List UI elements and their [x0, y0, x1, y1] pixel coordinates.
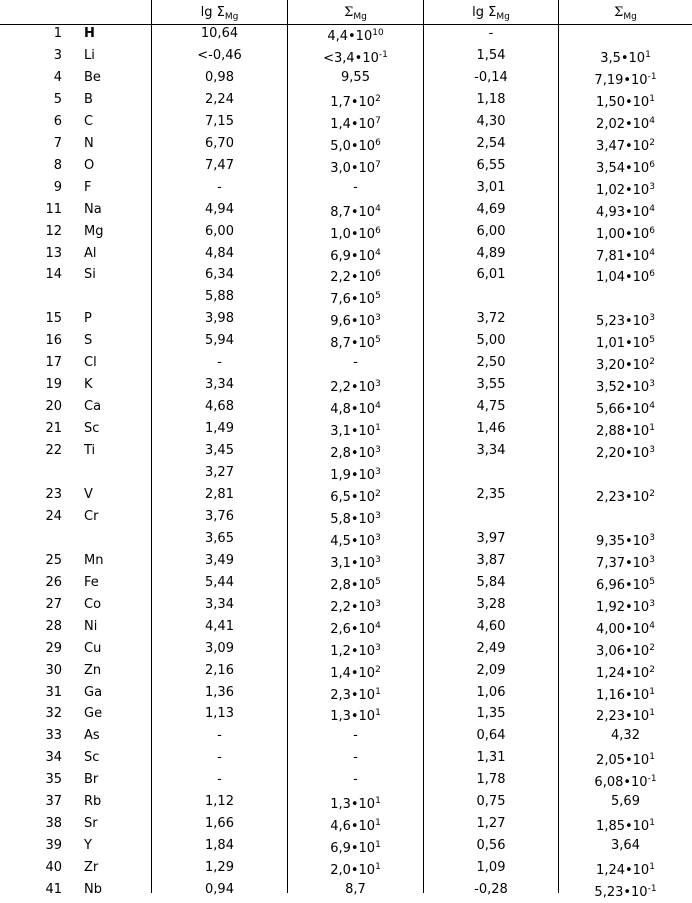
lg-sigma-value-2: 1,31 [476, 750, 506, 766]
lg-sigma-value-2: 5,00 [476, 333, 506, 349]
table-row [0, 486, 692, 508]
sigma-value-2: $1,02•10^3$ [596, 181, 655, 198]
lg-sigma-value-1: 5,88 [205, 289, 234, 305]
sigma-value-2: 3,64 [611, 838, 640, 854]
lg-sigma-value-2: 3,55 [476, 377, 506, 393]
sigma-value-1: 8,7 [345, 882, 366, 898]
sigma-value-1: $9,6•10^3$ [330, 313, 381, 330]
sigma-value-2: $7,81•10^4$ [596, 247, 655, 264]
sigma-value-2: $6,08•10^{-1}$ [594, 774, 657, 791]
sigma-value-1: $1,9•10^3$ [330, 467, 381, 483]
element-symbol: Nb [84, 882, 102, 898]
sigma-value-1: $6,5•10^2$ [330, 488, 381, 505]
sigma-value-1: $2,3•10^1$ [330, 686, 381, 703]
lg-sigma-value-1: 4,84 [205, 245, 234, 261]
element-symbol: Ni [84, 618, 98, 634]
element-symbol: Sc [84, 421, 100, 437]
table-row [0, 354, 692, 376]
element-symbol: Co [84, 596, 102, 612]
element-number: 12 [45, 223, 62, 239]
sigma-value-1: $1,4•10^7$ [330, 115, 381, 132]
lg-sigma-value-2: 0,64 [476, 728, 506, 744]
lg-sigma-value-1: 3,09 [205, 640, 234, 656]
sigma-value-2: $3,20•10^2$ [596, 357, 655, 374]
table-row [0, 135, 692, 157]
sigma-value-1: $1,7•10^2$ [330, 93, 381, 110]
element-symbol: Na [84, 201, 102, 217]
lg-sigma-value-2: 1,09 [476, 860, 506, 876]
lg-sigma-value-1: 7,15 [205, 113, 234, 129]
lg-sigma-value-2: 4,75 [476, 399, 506, 415]
element-number: 30 [45, 662, 62, 678]
element-number: 27 [45, 596, 62, 612]
sigma-value-2: 5,69 [611, 794, 640, 810]
table-row [0, 464, 692, 486]
sigma-value-2: $1,92•10^3$ [596, 598, 655, 615]
element-symbol: N [84, 135, 94, 151]
lg-sigma-value-2: 3,97 [476, 530, 506, 546]
lg-sigma-value-1: - [217, 179, 222, 195]
element-number: 6 [53, 113, 62, 129]
element-number: 39 [45, 838, 62, 854]
sigma-value-1: 9,55 [341, 69, 370, 85]
sigma-value-2: $5,66•10^4$ [596, 401, 655, 418]
table-row [0, 530, 692, 552]
lg-sigma-value-1: - [217, 772, 222, 788]
sigma-value-1: $4,8•10^4$ [330, 401, 381, 418]
lg-sigma-value-2: 6,00 [476, 223, 506, 239]
sigma-value-1: - [353, 355, 358, 371]
table-row [0, 288, 692, 310]
table-row [0, 508, 692, 530]
element-symbol: Sr [84, 816, 98, 832]
element-symbol: Al [84, 245, 97, 261]
sigma-value-1: $6,9•10^1$ [330, 840, 381, 857]
table-row [0, 47, 692, 69]
sigma-value-1: $5,0•10^6$ [330, 137, 381, 154]
lg-sigma-value-2: 1,27 [476, 816, 506, 832]
element-number: 33 [45, 728, 62, 744]
table-row [0, 749, 692, 771]
element-number: 32 [45, 706, 62, 722]
sigma-value-2: $2,02•10^4$ [596, 115, 655, 132]
lg-sigma-value-2: 2,54 [476, 135, 506, 151]
table-row [0, 223, 692, 245]
lg-sigma-value-1: 10,64 [200, 26, 239, 41]
element-number: 7 [53, 135, 62, 151]
table-row [0, 113, 692, 135]
element-number: 14 [45, 267, 62, 283]
sigma-value-2: $5,23•10^{-1}$ [594, 884, 657, 901]
element-symbol: C [84, 113, 94, 129]
table-row [0, 91, 692, 113]
header-col4: $\Sigma_{Mg}$ [614, 5, 637, 22]
sigma-value-2: $3,5•10^1$ [600, 49, 651, 66]
lg-sigma-value-2: 3,72 [476, 311, 506, 327]
element-number: 8 [53, 157, 62, 173]
lg-sigma-value-1: 6,70 [205, 135, 234, 151]
element-symbol: Zr [84, 860, 99, 876]
sigma-value-1: $3,1•10^1$ [330, 423, 381, 440]
element-symbol: Mn [84, 552, 104, 568]
element-number: 21 [45, 421, 62, 437]
sigma-value-1: $3,0•10^7$ [330, 159, 381, 176]
lg-sigma-value-1: 4,94 [205, 201, 234, 217]
element-symbol: B [84, 91, 93, 107]
element-number: 38 [45, 816, 62, 832]
lg-sigma-value-2: 1,06 [476, 684, 506, 700]
lg-sigma-value-1: 3,49 [205, 552, 234, 568]
element-number: 25 [45, 552, 62, 568]
lg-sigma-value-1: 1,66 [205, 816, 234, 832]
sigma-value-2: 4,32 [611, 728, 640, 744]
element-number: 31 [45, 684, 62, 700]
lg-sigma-value-2: -0,14 [474, 69, 508, 85]
element-number: 11 [45, 201, 62, 217]
sigma-value-2: $7,37•10^3$ [596, 554, 655, 571]
lg-sigma-value-1: 3,45 [205, 443, 234, 459]
sigma-value-2: $4,00•10^4$ [596, 620, 655, 637]
table-row [0, 705, 692, 727]
lg-sigma-value-2: 1,35 [476, 706, 506, 722]
element-symbol: Zn [84, 662, 102, 678]
element-number: 3 [53, 47, 62, 63]
sigma-value-1: $1,2•10^3$ [330, 642, 381, 659]
sigma-value-2: $1,16•10^1$ [596, 686, 655, 703]
lg-sigma-value-1: 4,41 [205, 618, 234, 634]
sigma-value-1: $2,2•10^3$ [330, 379, 381, 396]
lg-sigma-value-2: 3,01 [476, 179, 506, 195]
sigma-value-2: $1,24•10^2$ [596, 664, 655, 681]
sigma-value-2: $2,20•10^3$ [596, 445, 655, 462]
element-number: 20 [45, 399, 62, 415]
table-row [0, 332, 692, 354]
element-symbol: Ca [84, 399, 102, 415]
sigma-value-1: $2,8•10^3$ [330, 445, 381, 462]
element-number: 17 [45, 355, 62, 371]
element-symbol: H [84, 26, 95, 41]
element-number: 35 [45, 772, 62, 788]
element-symbol: Ti [84, 443, 96, 459]
lg-sigma-value-2: 2,50 [476, 355, 506, 371]
table-row [0, 771, 692, 793]
sigma-value-1: $6,9•10^4$ [330, 247, 381, 264]
lg-sigma-value-2: 3,87 [476, 552, 506, 568]
element-number: 40 [45, 860, 62, 876]
element-symbol: K [84, 377, 93, 393]
lg-sigma-value-1: 3,34 [205, 377, 234, 393]
sigma-value-1: $5,8•10^3$ [330, 510, 381, 527]
lg-sigma-value-2: 0,75 [476, 794, 506, 810]
element-number: 29 [45, 640, 62, 656]
lg-sigma-value-2: 3,28 [476, 596, 506, 612]
sigma-value-2: $3,52•10^3$ [596, 379, 655, 396]
element-number: 13 [45, 245, 62, 261]
element-number: 24 [45, 508, 62, 524]
sigma-value-2: $4,93•10^4$ [596, 203, 655, 220]
lg-sigma-value-1: 3,76 [205, 508, 234, 524]
sigma-value-1: $2,2•10^3$ [330, 598, 381, 615]
element-number: 9 [53, 179, 62, 195]
element-symbol: O [84, 157, 95, 173]
sigma-value-2: $5,23•10^3$ [596, 313, 655, 330]
element-number: 37 [45, 794, 62, 810]
table-row [0, 837, 692, 859]
lg-sigma-value-1: 7,47 [205, 157, 234, 173]
lg-sigma-value-1: 1,49 [205, 421, 234, 437]
sigma-value-2: $2,88•10^1$ [596, 423, 655, 440]
table-row [0, 881, 692, 903]
header-col1: $\lg \Sigma_{Mg}$ [200, 5, 239, 22]
element-symbol: Cr [84, 508, 99, 524]
lg-sigma-value-2: 1,78 [476, 772, 506, 788]
sigma-value-1: $4,4•10^{10}$ [327, 28, 384, 44]
sigma-value-1: $7,6•10^5$ [330, 291, 381, 308]
lg-sigma-value-1: 1,84 [205, 838, 234, 854]
table-row [0, 640, 692, 662]
table-row [0, 157, 692, 179]
table-row [0, 859, 692, 881]
sigma-value-1: $1,4•10^2$ [330, 664, 381, 681]
table-row [0, 662, 692, 684]
table-row [0, 310, 692, 332]
element-number: 16 [45, 333, 62, 349]
lg-sigma-value-1: - [217, 728, 222, 744]
table-row [0, 420, 692, 442]
table-row [0, 69, 692, 91]
element-symbol: Br [84, 772, 99, 788]
lg-sigma-value-2: 1,18 [476, 91, 506, 107]
lg-sigma-value-2: 1,46 [476, 421, 506, 437]
element-symbol: Fe [84, 574, 99, 590]
sigma-value-1: $8,7•10^4$ [330, 203, 381, 220]
lg-sigma-value-1: 5,94 [205, 333, 234, 349]
element-number: 15 [45, 311, 62, 327]
lg-sigma-value-1: 0,94 [205, 882, 234, 898]
sigma-value-1: $4,6•10^1$ [330, 818, 381, 835]
table-row [0, 793, 692, 815]
sigma-value-2: $1,00•10^6$ [596, 225, 655, 242]
table-row [0, 266, 692, 288]
element-symbol: Si [84, 267, 96, 283]
lg-sigma-value-2: 5,84 [476, 574, 506, 590]
lg-sigma-value-1: 6,00 [205, 223, 234, 239]
lg-sigma-value-2: 6,01 [476, 267, 506, 283]
sigma-value-2: $2,23•10^1$ [596, 708, 655, 725]
lg-sigma-value-1: 0,98 [205, 69, 234, 85]
lg-sigma-value-1: 1,36 [205, 684, 234, 700]
lg-sigma-value-1: 1,12 [205, 794, 234, 810]
element-symbol: Ge [84, 706, 103, 722]
table-row [0, 618, 692, 640]
lg-sigma-value-1: 2,24 [205, 91, 234, 107]
sigma-value-1: $4,5•10^3$ [330, 532, 381, 549]
lg-sigma-value-1: 3,34 [205, 596, 234, 612]
header-col3: $\lg \Sigma_{Mg}$ [472, 5, 510, 22]
table-row [0, 727, 692, 749]
sigma-value-2: $3,06•10^2$ [596, 642, 655, 659]
sigma-value-2: $2,23•10^2$ [596, 488, 655, 505]
table-row [0, 179, 692, 201]
lg-sigma-value-1: 3,27 [205, 465, 234, 480]
lg-sigma-value-1: 1,13 [205, 706, 234, 722]
lg-sigma-value-2: 4,30 [476, 113, 506, 129]
element-number: 41 [45, 882, 62, 898]
lg-sigma-value-2: 1,54 [476, 47, 506, 63]
element-symbol: Li [84, 47, 95, 63]
sigma-value-1: $1,0•10^6$ [330, 225, 381, 242]
lg-sigma-value-1: 2,16 [205, 662, 234, 678]
lg-sigma-value-2: 4,89 [476, 245, 506, 261]
element-symbol: Ga [84, 684, 103, 700]
element-number: 26 [45, 574, 62, 590]
table-row [0, 245, 692, 267]
element-number: 28 [45, 618, 62, 634]
sigma-value-2: $9,35•10^3$ [596, 532, 655, 549]
sigma-value-1: - [353, 179, 358, 195]
sigma-value-1: $2,6•10^4$ [330, 620, 381, 637]
lg-sigma-value-2: 6,55 [476, 157, 506, 173]
table-row [0, 25, 692, 47]
lg-sigma-value-2: 2,09 [476, 662, 506, 678]
element-symbol: Cu [84, 640, 102, 656]
sigma-value-1: $2,2•10^6$ [330, 269, 381, 286]
lg-sigma-value-1: 2,81 [205, 486, 234, 502]
element-number: 34 [45, 750, 62, 766]
table-row [0, 596, 692, 618]
sigma-value-2: $2,05•10^1$ [596, 752, 655, 769]
sigma-value-2: $1,50•10^1$ [596, 93, 655, 110]
sigma-value-1: $<3,4•10^{-1}$ [323, 49, 388, 66]
lg-sigma-value-2: 2,49 [476, 640, 506, 656]
sigma-value-2: $1,85•10^1$ [596, 818, 655, 835]
table-row [0, 398, 692, 420]
lg-sigma-value-1: 1,29 [205, 860, 234, 876]
sigma-value-2: $6,96•10^5$ [596, 576, 655, 593]
element-number: 4 [53, 69, 62, 85]
lg-sigma-value-2: 3,34 [476, 443, 506, 459]
lg-sigma-value-1: - [217, 355, 222, 371]
lg-sigma-value-1: 3,98 [205, 311, 234, 327]
lg-sigma-value-2: 4,60 [476, 618, 506, 634]
lg-sigma-value-1: <-0,46 [197, 47, 242, 63]
table-row [0, 201, 692, 223]
sigma-value-1: - [353, 750, 358, 766]
sigma-value-1: $1,3•10^1$ [330, 708, 381, 725]
element-symbol: F [84, 179, 92, 195]
sigma-value-2: $3,47•10^2$ [596, 137, 655, 154]
sigma-value-2: $7,19•10^{-1}$ [594, 71, 657, 88]
element-symbol: As [84, 728, 100, 744]
sigma-value-1: $1,3•10^1$ [330, 796, 381, 813]
table-row [0, 552, 692, 574]
lg-sigma-value-1: - [217, 750, 222, 766]
table-row [0, 684, 692, 706]
lg-sigma-value-2: -0,28 [474, 882, 508, 898]
sigma-value-1: $2,8•10^5$ [330, 576, 381, 593]
sigma-value-2: $1,01•10^5$ [596, 335, 655, 352]
sigma-value-2: $1,04•10^6$ [596, 269, 655, 286]
element-symbol: S [84, 333, 93, 349]
lg-sigma-value-2: 4,69 [476, 201, 506, 217]
element-symbol: Cl [84, 355, 97, 371]
table-row [0, 442, 692, 464]
lg-sigma-value-2: - [488, 26, 494, 41]
element-symbol: P [84, 311, 92, 327]
sigma-value-1: $3,1•10^3$ [330, 554, 381, 571]
element-number: 5 [53, 91, 62, 107]
element-number: 23 [45, 486, 62, 502]
element-number: 1 [53, 26, 62, 41]
element-symbol: Rb [84, 794, 102, 810]
sigma-value-1: - [353, 728, 358, 744]
lg-sigma-value-2: 2,35 [476, 486, 506, 502]
header-col2: $\Sigma_{Mg}$ [344, 5, 367, 22]
sigma-value-2: $3,54•10^6$ [596, 159, 655, 176]
table-row [0, 574, 692, 596]
element-symbol: Sc [84, 750, 100, 766]
element-symbol: Y [84, 838, 92, 854]
lg-sigma-value-2: 0,56 [476, 838, 506, 854]
element-number: 22 [45, 443, 62, 459]
element-symbol: Mg [84, 223, 104, 239]
table-row [0, 376, 692, 398]
lg-sigma-value-1: 3,65 [205, 530, 234, 546]
sigma-value-1: $2,0•10^1$ [330, 862, 381, 879]
sigma-value-2: $1,24•10^1$ [596, 862, 655, 879]
lg-sigma-value-1: 6,34 [205, 267, 234, 283]
lg-sigma-value-1: 4,68 [205, 399, 234, 415]
sigma-value-1: $8,7•10^5$ [330, 335, 381, 352]
lg-sigma-value-1: 5,44 [205, 574, 234, 590]
element-symbol: V [84, 486, 93, 502]
sigma-value-1: - [353, 772, 358, 788]
element-symbol: Be [84, 69, 101, 85]
table-row [0, 815, 692, 837]
element-number: 19 [45, 377, 62, 393]
